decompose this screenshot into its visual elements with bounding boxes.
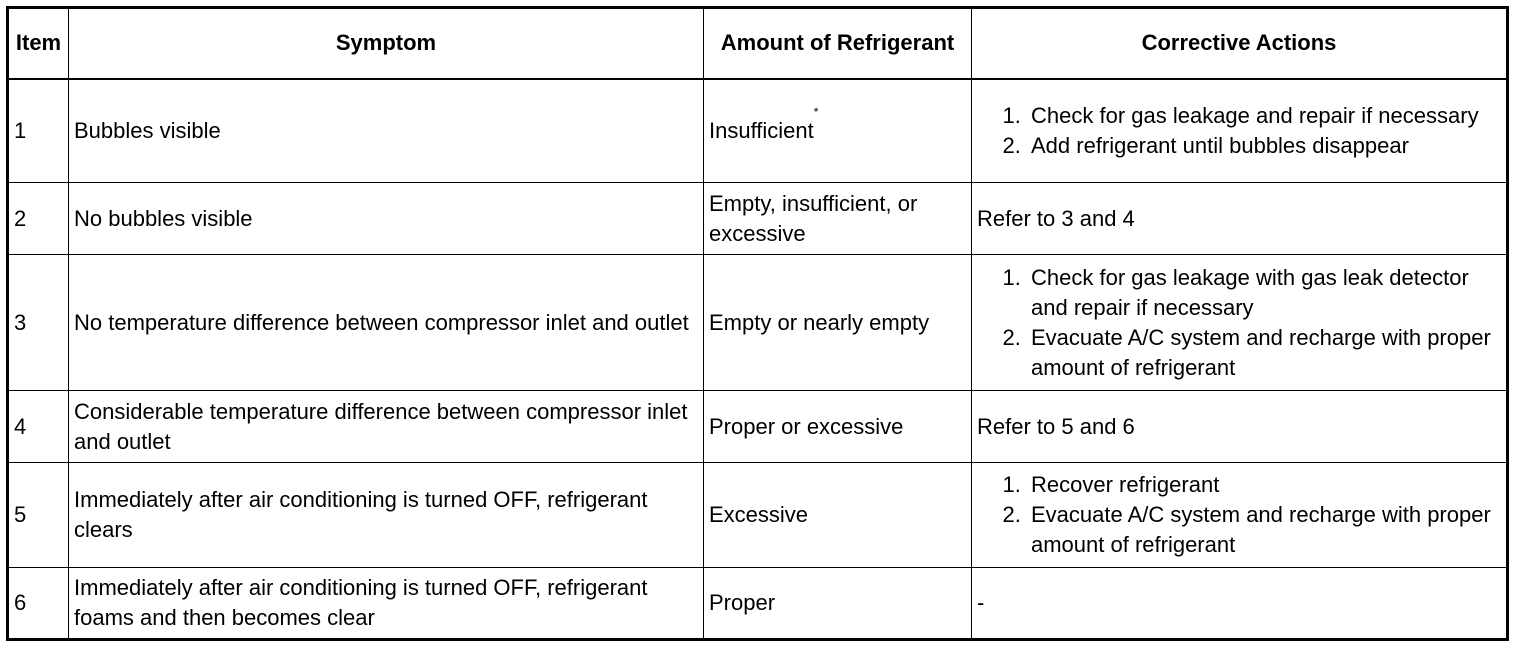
symptom-cell: No temperature difference between compressor inlet and outlet [69, 255, 704, 391]
header-row [8, 8, 1508, 79]
table-row [8, 391, 1508, 463]
actions-cell [972, 79, 1508, 183]
actions-cell: Refer to 3 and 4 [972, 183, 1508, 255]
table-row [8, 568, 1508, 640]
action-step: 1. Check for gas leakage with gas leak detector and repair if necessary [1027, 263, 1501, 323]
table-row [8, 79, 1508, 183]
item-number: 2 [8, 183, 69, 255]
action-list [977, 470, 1501, 560]
actions-cell [972, 463, 1508, 568]
actions-cell [972, 255, 1508, 391]
action-list [977, 101, 1501, 161]
amount-cell [704, 79, 972, 183]
symptom-cell: Considerable temperature difference between compressor inlet and outlet [69, 391, 704, 463]
symptom-cell: No bubbles visible [69, 183, 704, 255]
symptom-cell: Immediately after air conditioning is turned OFF, refrigerant foams and then becomes clear [69, 568, 704, 640]
item-number: 3 [8, 255, 69, 391]
action-step: 2. Evacuate A/C system and recharge with proper amount of refrigerant [1027, 500, 1501, 560]
action-list [977, 263, 1501, 383]
header-corrective-actions: Corrective Actions [972, 8, 1508, 79]
item-number: 1 [8, 79, 69, 183]
action-step: 1. Recover refrigerant [1027, 470, 1501, 500]
table-row [8, 183, 1508, 255]
item-number: 4 [8, 391, 69, 463]
table-row [8, 255, 1508, 391]
amount-cell: Proper [704, 568, 972, 640]
amount-cell: Empty, insufficient, or excessive [704, 183, 972, 255]
header-item: Item [8, 8, 69, 79]
action-step: 2. Evacuate A/C system and recharge with proper amount of refrigerant [1027, 323, 1501, 383]
header-symptom: Symptom [69, 8, 704, 79]
item-number: 6 [8, 568, 69, 640]
amount-cell: Empty or nearly empty [704, 255, 972, 391]
header-amount-of-refrigerant: Amount of Refrigerant [704, 8, 972, 79]
amount-text: Insufficient [709, 117, 814, 143]
item-number: 5 [8, 463, 69, 568]
refrigerant-diagnosis-table [6, 6, 1509, 641]
symptom-cell: Bubbles visible [69, 79, 704, 183]
symptom-cell: Immediately after air conditioning is turned OFF, refrigerant clears [69, 463, 704, 568]
actions-cell: Refer to 5 and 6 [972, 391, 1508, 463]
amount-cell: Excessive [704, 463, 972, 568]
action-step: 1. Check for gas leakage and repair if necessary [1027, 101, 1501, 131]
table-row [8, 463, 1508, 568]
amount-cell: Proper or excessive [704, 391, 972, 463]
actions-cell: - [972, 568, 1508, 640]
footnote-mark: * [813, 104, 819, 119]
action-step: 2. Add refrigerant until bubbles disappear [1027, 131, 1501, 161]
